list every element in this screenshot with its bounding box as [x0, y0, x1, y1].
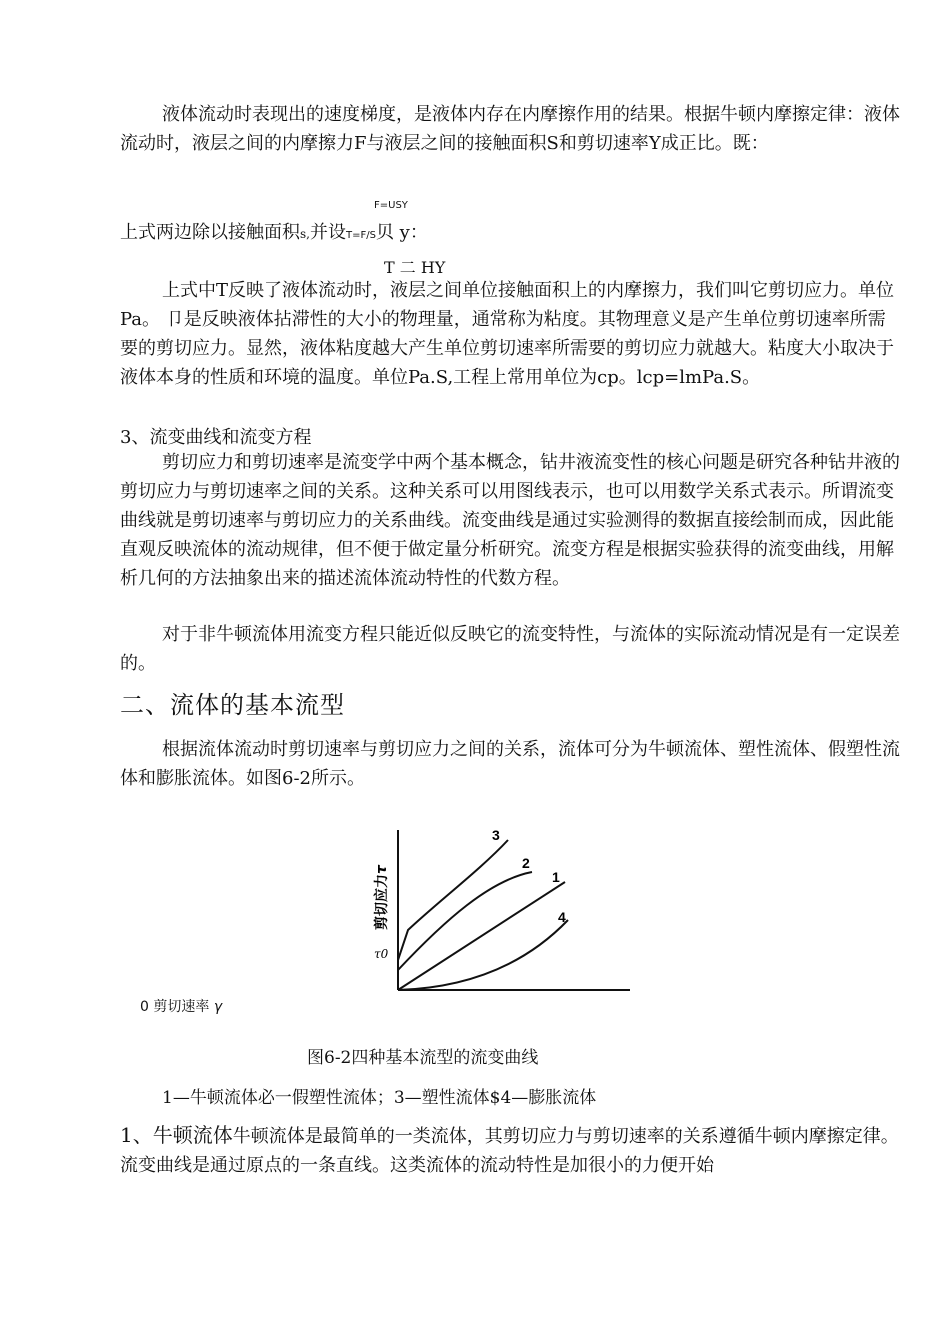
- paragraph-divide: [120, 218, 900, 250]
- paragraph-flow-types: 根据流体流动时剪切速率与剪切应力之间的关系，流体可分为牛顿流体、塑性流体、假塑性流体和膨胀流体。如图6-2所示。: [120, 739, 900, 789]
- section-heading-rheology: 3、流变曲线和流变方程: [120, 427, 312, 448]
- newtonian-lead: 1、牛顿流体: [120, 1123, 233, 1147]
- divide-text-small: T=F/S: [345, 230, 376, 241]
- x-axis-label: [140, 996, 222, 1016]
- figure-legend: 1—牛顿流体必一假塑性流体；3—塑性流体$4—膨胀流体: [162, 1088, 597, 1108]
- paragraph-rheology-curve: 剪切应力和剪切速率是流变学中两个基本概念，钻井液流变性的核心问题是研究各种钻井液的剪切应力与剪切速率之间的关系。这种关系可以用图线表示，也可以用数学关系式表示。所谓流变曲线就是剪切速率与剪切应力的关系曲线。流变曲线是通过实验测得的数据直接绘制而成，因此能直观反映流体的流动规律，但不便于做定量分析研究。流变方程是根据实验获得的流变曲线，用解析几何的方法抽象出来的描述流体流动特性的代数方程。: [120, 452, 900, 589]
- divide-text-mid: 并设: [309, 222, 346, 243]
- newtonian-text: 牛顿流体是最简单的一类流体，其剪切应力与剪切速率的关系遵循牛顿内摩擦定律。流变曲线是通过原点的一条直线。这类流体的流动特性是加很小的力便开始: [120, 1126, 899, 1176]
- paragraph-viscosity: 上式中T反映了液体流动时，液层之间单位接触面积上的内摩擦力，我们叫它剪切应力。单位Pa。 卩是反映液体拈滞性的大小的物理量，通常称为粘度。其物理意义是产生单位剪切速率所需要的剪切应力。显然，液体粘度越大产生单位剪切速率所需要的剪切应力就越大。粘度大小取决于液体本身的性质和环境的温度。单位Pa.S,工程上常用单位为cp。lcp=lmPa.S。: [120, 280, 895, 388]
- y-axis-label: 剪切应力τ: [374, 865, 390, 930]
- x-axis-label-text: 0 剪切速率: [140, 999, 210, 1015]
- curve-label-1: 1: [552, 869, 560, 885]
- paragraph-newton-law: 液体流动时表现出的速度梯度，是液体内存在内摩擦作用的结果。根据牛顿内摩擦定律：液体流动时，液层之间的内摩擦力F与液层之间的接触面积S和剪切速率Y成正比。既：: [120, 104, 900, 154]
- x-axis-symbol: γ: [213, 999, 223, 1015]
- paragraph-non-newtonian: 对于非牛顿流体用流变方程只能近似反映它的流变特性，与流体的实际流动情况是有一定误差的。: [120, 624, 900, 674]
- curve-3: [398, 840, 508, 960]
- curve-label-3: 3: [492, 827, 500, 843]
- section-heading-flow-types: 二、流体的基本流型: [120, 691, 345, 719]
- tau0-label: τ0: [374, 947, 389, 961]
- curve-1: [398, 882, 565, 990]
- curve-label-4: 4: [558, 909, 566, 925]
- equation-shear: T 二 HY: [384, 258, 446, 277]
- divide-text-prefix: 上式两边除以接触面积: [120, 222, 300, 243]
- curve-label-2: 2: [522, 855, 530, 871]
- divide-text-s: s,: [300, 227, 310, 241]
- paragraph-newtonian-fluid: [120, 1121, 900, 1180]
- figure-caption: 图6-2四种基本流型的流变曲线: [307, 1048, 539, 1068]
- rheology-figure: [350, 820, 650, 1005]
- curve-4: [398, 920, 568, 990]
- equation-friction: F=USY: [374, 200, 408, 211]
- divide-text-suffix: 贝 y：: [375, 222, 428, 243]
